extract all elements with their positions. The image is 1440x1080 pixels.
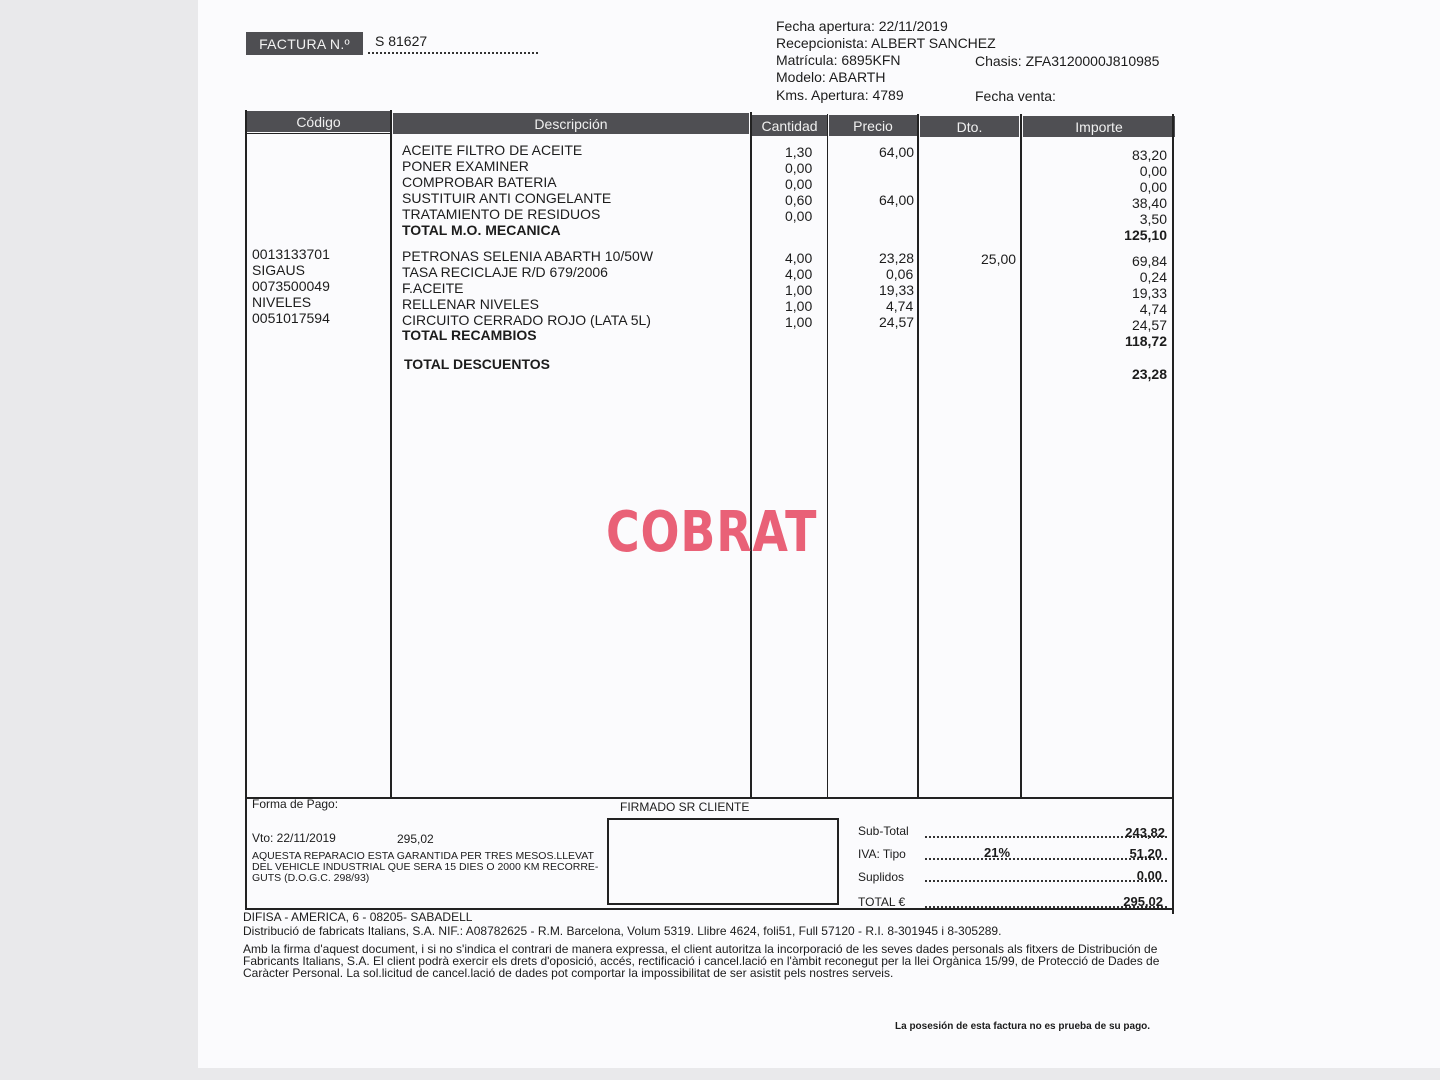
line-description: RELLENAR NIVELES bbox=[402, 296, 539, 312]
line-quantity: 0,60 bbox=[785, 192, 813, 208]
vat-value: 51,20 bbox=[1129, 846, 1162, 861]
opening-km: Kms. Apertura: 4789 bbox=[776, 87, 904, 103]
line-amount: 4,74 bbox=[1139, 301, 1167, 317]
line-description: CIRCUITO CERRADO ROJO (LATA 5L) bbox=[402, 312, 651, 328]
opening-date: Fecha apertura: 22/11/2019 bbox=[776, 18, 948, 34]
supplies-value: 0,00 bbox=[1136, 868, 1162, 883]
line-code: 0051017594 bbox=[252, 310, 330, 326]
supplies-leader bbox=[925, 880, 1167, 882]
labor-total-amount: 125,10 bbox=[1124, 227, 1167, 243]
line-description: PONER EXAMINER bbox=[402, 158, 529, 174]
license-plate: Matrícula: 6895KFN bbox=[776, 52, 901, 68]
line-description: SUSTITUIR ANTI CONGELANTE bbox=[402, 190, 612, 206]
line-amount: 0,00 bbox=[1139, 179, 1167, 195]
discounts-total-label: TOTAL DESCUENTOS bbox=[404, 356, 550, 372]
subtotal-value: 243,82 bbox=[1125, 825, 1165, 840]
line-price: 4,74 bbox=[886, 298, 914, 314]
discounts-total-amount: 23,28 bbox=[1131, 366, 1167, 382]
line-amount: 0,24 bbox=[1139, 269, 1167, 285]
line-description: F.ACEITE bbox=[402, 280, 464, 296]
column-divider bbox=[827, 114, 828, 798]
line-amount: 83,20 bbox=[1131, 147, 1167, 163]
line-description: ACEITE FILTRO DE ACEITE bbox=[402, 142, 583, 158]
line-quantity: 4,00 bbox=[785, 266, 813, 282]
column-header-code: Código bbox=[247, 111, 390, 132]
column-header-price: Precio bbox=[829, 115, 917, 136]
line-price: 19,33 bbox=[879, 282, 915, 298]
header-rule bbox=[246, 133, 391, 134]
line-price: 23,28 bbox=[879, 250, 915, 266]
line-description: TASA RECICLAJE R/D 679/2006 bbox=[402, 264, 608, 280]
customer-signature-label: FIRMADO SR CLIENTE bbox=[620, 800, 750, 814]
column-header-amount: Importe bbox=[1023, 116, 1175, 137]
warranty-text-line: DEL VEHICLE INDUSTRIAL QUE SERA 15 DIES O 2000 KM RECORRE- bbox=[252, 861, 599, 873]
parts-total-label: TOTAL RECAMBIOS bbox=[402, 327, 537, 343]
column-header-description: Descripción bbox=[393, 113, 749, 134]
line-code: 0013133701 bbox=[252, 246, 330, 262]
line-amount: 3,50 bbox=[1139, 211, 1167, 227]
column-header-quantity: Cantidad bbox=[752, 115, 827, 136]
column-divider bbox=[750, 112, 752, 798]
paid-stamp: COBRAT bbox=[606, 500, 818, 565]
line-quantity: 0,00 bbox=[785, 208, 813, 224]
parts-total-amount: 118,72 bbox=[1124, 333, 1167, 349]
column-divider bbox=[917, 114, 919, 798]
column-divider bbox=[1020, 114, 1022, 798]
line-description: PETRONAS SELENIA ABARTH 10/50W bbox=[402, 248, 654, 264]
line-quantity: 4,00 bbox=[785, 250, 813, 266]
line-price: 24,57 bbox=[879, 314, 915, 330]
vehicle-model: Modelo: ABARTH bbox=[776, 69, 886, 85]
supplies-label: Suplidos bbox=[858, 870, 905, 884]
labor-total-label: TOTAL M.O. MECANICA bbox=[402, 222, 561, 238]
line-code: SIGAUS bbox=[252, 262, 305, 278]
line-description: TRATAMIENTO DE RESIDUOS bbox=[402, 206, 601, 222]
table-border-right bbox=[1172, 114, 1174, 914]
payment-method-label: Forma de Pago: bbox=[252, 797, 339, 811]
line-price: 64,00 bbox=[879, 192, 915, 208]
table-border-left bbox=[245, 110, 247, 798]
footer-border-left bbox=[245, 770, 247, 910]
vat-label: IVA: Tipo bbox=[858, 847, 906, 861]
table-border-bottom bbox=[245, 797, 1174, 799]
line-description: COMPROBAR BATERIA bbox=[402, 174, 557, 190]
line-amount: 69,84 bbox=[1131, 253, 1167, 269]
line-amount: 19,33 bbox=[1131, 285, 1167, 301]
line-quantity: 0,00 bbox=[785, 160, 813, 176]
line-amount: 38,40 bbox=[1131, 195, 1167, 211]
line-quantity: 1,30 bbox=[785, 144, 813, 160]
line-price: 64,00 bbox=[879, 144, 915, 160]
sale-date: Fecha venta: bbox=[975, 88, 1056, 104]
privacy-notice-line: Caràcter Personal. La sol.licitud de cancel.lació de dades pot comportar la impossibilitat de ser asistit pels nostres serveis. bbox=[243, 966, 894, 980]
due-amount: 295,02 bbox=[397, 832, 434, 846]
invoice-number-label: FACTURA N.º bbox=[246, 32, 363, 55]
line-amount: 0,00 bbox=[1139, 163, 1167, 179]
receptionist: Recepcionista: ALBERT SANCHEZ bbox=[776, 35, 996, 51]
invoice-number: S 81627 bbox=[375, 33, 428, 49]
column-header-discount: Dto. bbox=[920, 116, 1019, 137]
privacy-notice-line: Amb la firma d'aquest document, i si no s'indica el contrari de manera expressa, el client autoritza la incorporació de les seves dades personals als fitxers de Distribución de bbox=[243, 942, 1158, 956]
vat-rate: 21% bbox=[984, 845, 1011, 860]
due-date: Vto: 22/11/2019 bbox=[252, 831, 336, 845]
line-code: 0073500049 bbox=[252, 278, 330, 294]
line-price: 0,06 bbox=[886, 266, 914, 282]
line-quantity: 1,00 bbox=[785, 314, 813, 330]
total-label: TOTAL € bbox=[858, 895, 906, 909]
subtotal-label: Sub-Total bbox=[858, 824, 909, 838]
invoice-number-underline bbox=[368, 50, 538, 54]
line-discount: 25,00 bbox=[981, 251, 1017, 267]
line-quantity: 1,00 bbox=[785, 298, 813, 314]
total-value: 295,02 bbox=[1123, 894, 1163, 909]
chassis-number: Chasis: ZFA3120000J810985 bbox=[975, 53, 1160, 69]
company-registry: Distribució de fabricats Italians, S.A. NIF.: A08782625 - R.M. Barcelona, Volum 5319. Llibre 4624, foli51, Full 57120 - R.I. 8-301945 i 8-305289. bbox=[243, 924, 1002, 938]
warranty-text-line: GUTS (D.O.G.C. 298/93) bbox=[252, 872, 370, 884]
line-amount: 24,57 bbox=[1131, 317, 1167, 333]
line-code: NIVELES bbox=[252, 294, 312, 310]
line-quantity: 1,00 bbox=[785, 282, 813, 298]
column-divider bbox=[390, 110, 392, 798]
privacy-notice-line: Fabricants Italians, S.A. El client podrà exercir els drets d'oposició, accés, rectificació i cancel.lació en l'àmbit reconegut per la llei Orgànica 15/99, de Protecció de Dades de bbox=[243, 954, 1160, 968]
line-quantity: 0,00 bbox=[785, 176, 813, 192]
company-address: DIFISA - AMERICA, 6 - 08205- SABADELL bbox=[243, 910, 473, 924]
warranty-text-line: AQUESTA REPARACIO ESTA GARANTIDA PER TRES MESOS.LLEVAT bbox=[252, 850, 594, 862]
payment-proof-note: La posesión de esta factura no es prueba de su pago. bbox=[895, 1021, 1151, 1032]
customer-signature-box bbox=[607, 818, 839, 905]
